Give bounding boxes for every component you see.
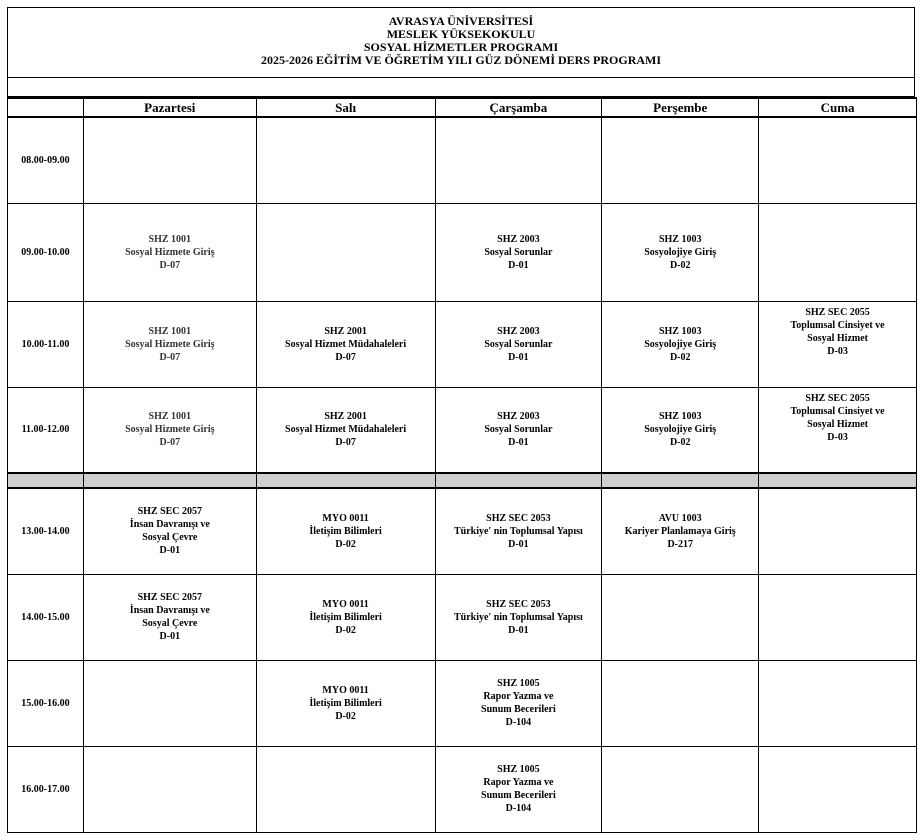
classroom: D-01 — [508, 437, 529, 449]
course-name-cont: Sosyal Çevre — [142, 618, 198, 629]
time-slot-row — [8, 387, 917, 473]
course-code: SHZ 1005 — [497, 764, 540, 775]
course-code: SHZ 2001 — [324, 325, 367, 337]
classroom: D-01 — [159, 545, 181, 557]
course-cell — [602, 488, 759, 574]
course-name: Sosyal Hizmet Müdahaleleri — [285, 338, 407, 350]
schedule-table — [7, 97, 917, 833]
course-cell — [83, 574, 256, 660]
course-code: SHZ SEC 2053 — [486, 512, 551, 524]
course-name: Sosyal Sorunlar — [484, 338, 553, 350]
course-name: Sosyal Sorunlar — [484, 424, 553, 436]
course-cell — [602, 301, 759, 387]
classroom: D-07 — [159, 259, 181, 271]
classroom: D-217 — [667, 538, 693, 550]
lunch-break-cell — [8, 473, 84, 488]
course-cell — [435, 203, 602, 301]
course-code: SHZ 1001 — [148, 411, 192, 423]
classroom: D-02 — [669, 437, 691, 449]
course-name: İletişim Bilimleri — [309, 611, 382, 623]
course-code: SHZ 1001 — [148, 233, 192, 245]
time-slot-label: 08.00-09.00 — [8, 117, 84, 203]
header-line-title: 2025-2026 EĞİTİM VE ÖĞRETİM YILI GÜZ DÖNEMİ DERS PROGRAMI — [260, 53, 662, 67]
empty-cell — [602, 660, 759, 746]
lunch-break-row — [8, 473, 917, 488]
course-code: SHZ 1001 — [148, 325, 192, 337]
day-header-tuesday: Salı — [256, 98, 435, 117]
day-header-monday: Pazartesi — [83, 98, 256, 117]
classroom: D-03 — [827, 345, 848, 357]
empty-cell — [759, 746, 917, 832]
course-cell — [602, 387, 759, 473]
course-code: AVU 1003 — [658, 512, 702, 524]
day-header-wednesday: Çarşamba — [435, 98, 602, 117]
empty-cell — [83, 660, 256, 746]
course-cell — [435, 574, 602, 660]
empty-cell — [602, 574, 759, 660]
time-slot-label: 10.00-11.00 — [8, 301, 84, 387]
course-name: Sosyal Hizmet Müdahaleleri — [285, 424, 407, 436]
time-slot-row — [8, 203, 917, 301]
course-code: SHZ 1003 — [658, 411, 702, 423]
classroom: D-01 — [159, 631, 181, 642]
schedule-header — [7, 7, 915, 77]
course-name-cont: Sosyal Hizmet — [807, 418, 868, 430]
classroom: D-01 — [508, 538, 529, 550]
day-header-row — [8, 98, 917, 117]
course-name-cont: Sunum Becerileri — [481, 790, 556, 801]
empty-cell — [83, 746, 256, 832]
course-code: SHZ 1003 — [658, 233, 702, 245]
course-name: İletişim Bilimleri — [309, 525, 382, 537]
course-cell — [759, 387, 917, 473]
course-code: SHZ 2003 — [497, 233, 540, 245]
classroom: D-03 — [827, 431, 848, 443]
course-cell — [256, 660, 435, 746]
time-slot-row — [8, 301, 917, 387]
course-name: İnsan Davranışı ve — [129, 605, 210, 616]
course-code: MYO 0011 — [322, 684, 369, 696]
time-slot-label: 14.00-15.00 — [8, 574, 84, 660]
course-name: İnsan Davranışı ve — [129, 519, 210, 531]
classroom: D-02 — [335, 624, 356, 636]
course-code: SHZ SEC 2053 — [486, 598, 551, 610]
empty-cell — [602, 746, 759, 832]
time-slot-label: 11.00-12.00 — [8, 387, 84, 473]
classroom: D-104 — [505, 803, 532, 814]
course-name: Sosyal Hizmete Giriş — [125, 338, 215, 350]
course-name: Sosyal Hizmete Giriş — [125, 246, 215, 258]
lunch-break-cell — [256, 473, 435, 488]
course-cell — [435, 660, 602, 746]
course-code: SHZ 1003 — [658, 325, 702, 337]
classroom: D-07 — [159, 351, 181, 363]
classroom: D-02 — [335, 538, 356, 550]
course-name: Sosyolojiye Giriş — [644, 246, 717, 258]
time-slot-row — [8, 117, 917, 203]
course-name-cont: Sosyal Hizmet — [807, 332, 868, 344]
classroom: D-01 — [508, 259, 529, 271]
empty-cell — [83, 117, 256, 203]
empty-cell — [256, 746, 435, 832]
empty-cell — [759, 574, 917, 660]
lunch-break-cell — [602, 473, 759, 488]
course-name: Türkiye' nin Toplumsal Yapısı — [453, 611, 583, 623]
classroom: D-02 — [335, 710, 356, 722]
course-cell — [83, 203, 256, 301]
course-name: Kariyer Planlamaya Giriş — [624, 525, 736, 537]
empty-cell — [602, 117, 759, 203]
lunch-break-cell — [435, 473, 602, 488]
course-cell — [435, 301, 602, 387]
course-name-cont: Sosyal Çevre — [142, 532, 198, 544]
empty-cell — [759, 203, 917, 301]
classroom: D-07 — [335, 351, 356, 363]
course-code: SHZ 2003 — [497, 325, 540, 337]
course-code: SHZ 2001 — [324, 411, 367, 423]
course-cell — [256, 301, 435, 387]
course-name: Toplumsal Cinsiyet ve — [790, 319, 885, 331]
empty-cell — [435, 117, 602, 203]
course-name: Sosyal Sorunlar — [484, 246, 553, 258]
time-slot-label: 16.00-17.00 — [8, 746, 84, 832]
course-cell — [256, 488, 435, 574]
header-line-university: AVRASYA ÜNİVERSİTESİ — [388, 14, 534, 28]
course-cell — [435, 387, 602, 473]
course-code: SHZ SEC 2055 — [805, 392, 870, 404]
header-spacer-row — [7, 77, 915, 97]
classroom: D-02 — [669, 351, 691, 363]
time-column-header — [8, 98, 84, 117]
classroom: D-07 — [335, 437, 356, 449]
empty-cell — [759, 660, 917, 746]
course-name: Sosyal Hizmete Giriş — [125, 424, 215, 436]
course-cell — [435, 488, 602, 574]
course-cell — [759, 301, 917, 387]
course-name: İletişim Bilimleri — [309, 697, 382, 709]
course-cell — [83, 488, 256, 574]
classroom: D-07 — [159, 437, 181, 449]
course-name: Sosyolojiye Giriş — [644, 424, 717, 436]
course-name: Toplumsal Cinsiyet ve — [790, 405, 885, 417]
lunch-break-cell — [759, 473, 917, 488]
time-slot-label: 15.00-16.00 — [8, 660, 84, 746]
time-slot-row — [8, 488, 917, 574]
classroom: D-104 — [505, 717, 532, 728]
course-code: SHZ SEC 2055 — [805, 306, 870, 318]
classroom: D-01 — [508, 351, 529, 363]
course-code: SHZ 2003 — [497, 411, 540, 423]
empty-cell — [759, 488, 917, 574]
course-cell — [602, 203, 759, 301]
schedule-frame — [7, 7, 917, 833]
course-name: Sosyolojiye Giriş — [644, 338, 717, 350]
empty-cell — [256, 203, 435, 301]
course-cell — [83, 301, 256, 387]
lunch-break-cell — [83, 473, 256, 488]
empty-cell — [256, 117, 435, 203]
header-line-school: MESLEK YÜKSEKOKULU — [386, 27, 536, 41]
course-name-cont: Sunum Becerileri — [481, 704, 556, 715]
time-slot-label: 09.00-10.00 — [8, 203, 84, 301]
course-name: Rapor Yazma ve — [483, 777, 554, 788]
course-cell — [435, 746, 602, 832]
course-code: SHZ SEC 2057 — [137, 592, 203, 603]
day-header-thursday: Perşembe — [602, 98, 759, 117]
day-header-friday: Cuma — [759, 98, 917, 117]
header-line-program: SOSYAL HİZMETLER PROGRAMI — [363, 40, 559, 54]
time-slot-row — [8, 746, 917, 832]
course-name: Türkiye' nin Toplumsal Yapısı — [453, 525, 583, 537]
course-name: Rapor Yazma ve — [483, 691, 554, 702]
classroom: D-01 — [508, 624, 529, 636]
course-cell — [83, 387, 256, 473]
time-slot-row — [8, 660, 917, 746]
course-code: MYO 0011 — [322, 512, 369, 524]
course-cell — [256, 574, 435, 660]
time-slot-row — [8, 574, 917, 660]
course-code: SHZ 1005 — [497, 678, 540, 689]
time-slot-label: 13.00-14.00 — [8, 488, 84, 574]
course-cell — [256, 387, 435, 473]
course-code: SHZ SEC 2057 — [137, 506, 203, 518]
empty-cell — [759, 117, 917, 203]
classroom: D-02 — [669, 259, 691, 271]
course-code: MYO 0011 — [322, 598, 369, 610]
